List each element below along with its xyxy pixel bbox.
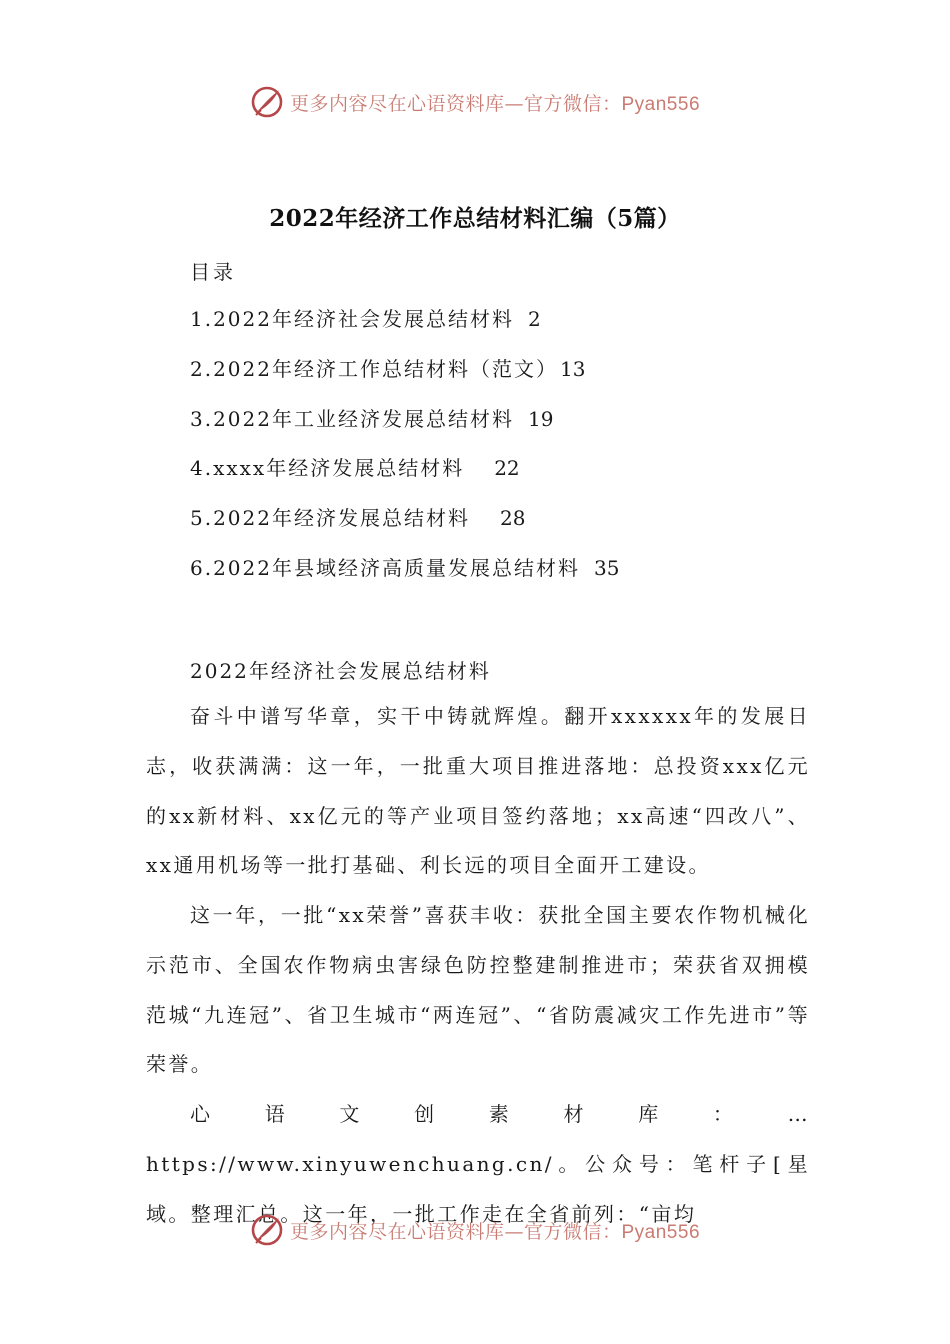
footer-banner <box>0 1208 950 1252</box>
banner-text: 更多内容尽在心语资料库—官方微信：Pyan556 <box>289 92 701 115</box>
toc-item <box>190 306 619 356</box>
toc-item-label: 3.2022年工业经济发展总结材料 <box>190 406 514 431</box>
body-paragraph: 奋斗中谱写华章，实干中铸就辉煌。翻开xxxxxx年的发展日志，收获满满：这一年，一批重大项目推进落地：总投资xxx亿元的xx新材料、xx亿元的等产业项目签约落地；xx高速“四改八”、xx通用机场等一批打基础、利长远的项目全面开工建设。 <box>146 704 810 878</box>
quill-logo-icon <box>250 1213 284 1247</box>
body-paragraph: 这一年，一批“xx荣誉”喜获丰收：获批全国主要农作物机械化示范市、全国农作物病虫害绿色防控整建制推进市；荣获省双拥模范城“九连冠”、省卫生城市“两连冠”、“省防震减灾工作先进市”等荣誉。 <box>146 903 810 1077</box>
toc-item <box>190 356 619 406</box>
toc-item-page: 2 <box>527 307 541 331</box>
banner-text: 更多内容尽在心语资料库—官方微信：Pyan556 <box>289 1220 701 1243</box>
toc-item <box>190 555 619 605</box>
toc-item <box>190 406 619 456</box>
toc-item-page: 22 <box>494 456 520 481</box>
quill-logo-icon <box>250 85 284 119</box>
toc-item-label: 2.2022年经济工作总结材料（范文） <box>190 356 558 381</box>
toc-item-page: 35 <box>593 555 620 580</box>
toc-item <box>190 455 619 505</box>
header-banner <box>0 80 950 124</box>
toc-item-label: 5.2022年经济发展总结材料 <box>190 506 470 531</box>
toc-item-label: 1.2022年经济社会发展总结材料 <box>190 307 514 331</box>
document-title: 2022年经济工作总结材料汇编（5篇） <box>269 205 681 232</box>
toc-item <box>190 505 619 555</box>
toc-item-label: 4.xxxx年经济发展总结材料 <box>190 456 465 481</box>
toc-item-page: 19 <box>527 406 554 431</box>
body-paragraph: 心语文创素材库：…https://www.xinyuwenchuang.cn/。公众号：笔杆子[星域。整理汇总。这一年，一批工作走在全省前列：“亩均 <box>146 1102 810 1226</box>
toc-heading: 目录 <box>190 260 236 284</box>
toc-item-page: 13 <box>559 356 586 381</box>
toc-item-page: 28 <box>499 506 526 531</box>
section-title: 2022年经济社会发展总结材料 <box>190 659 491 683</box>
table-of-contents <box>190 306 619 605</box>
toc-item-label: 6.2022年县域经济高质量发展总结材料 <box>190 555 580 580</box>
